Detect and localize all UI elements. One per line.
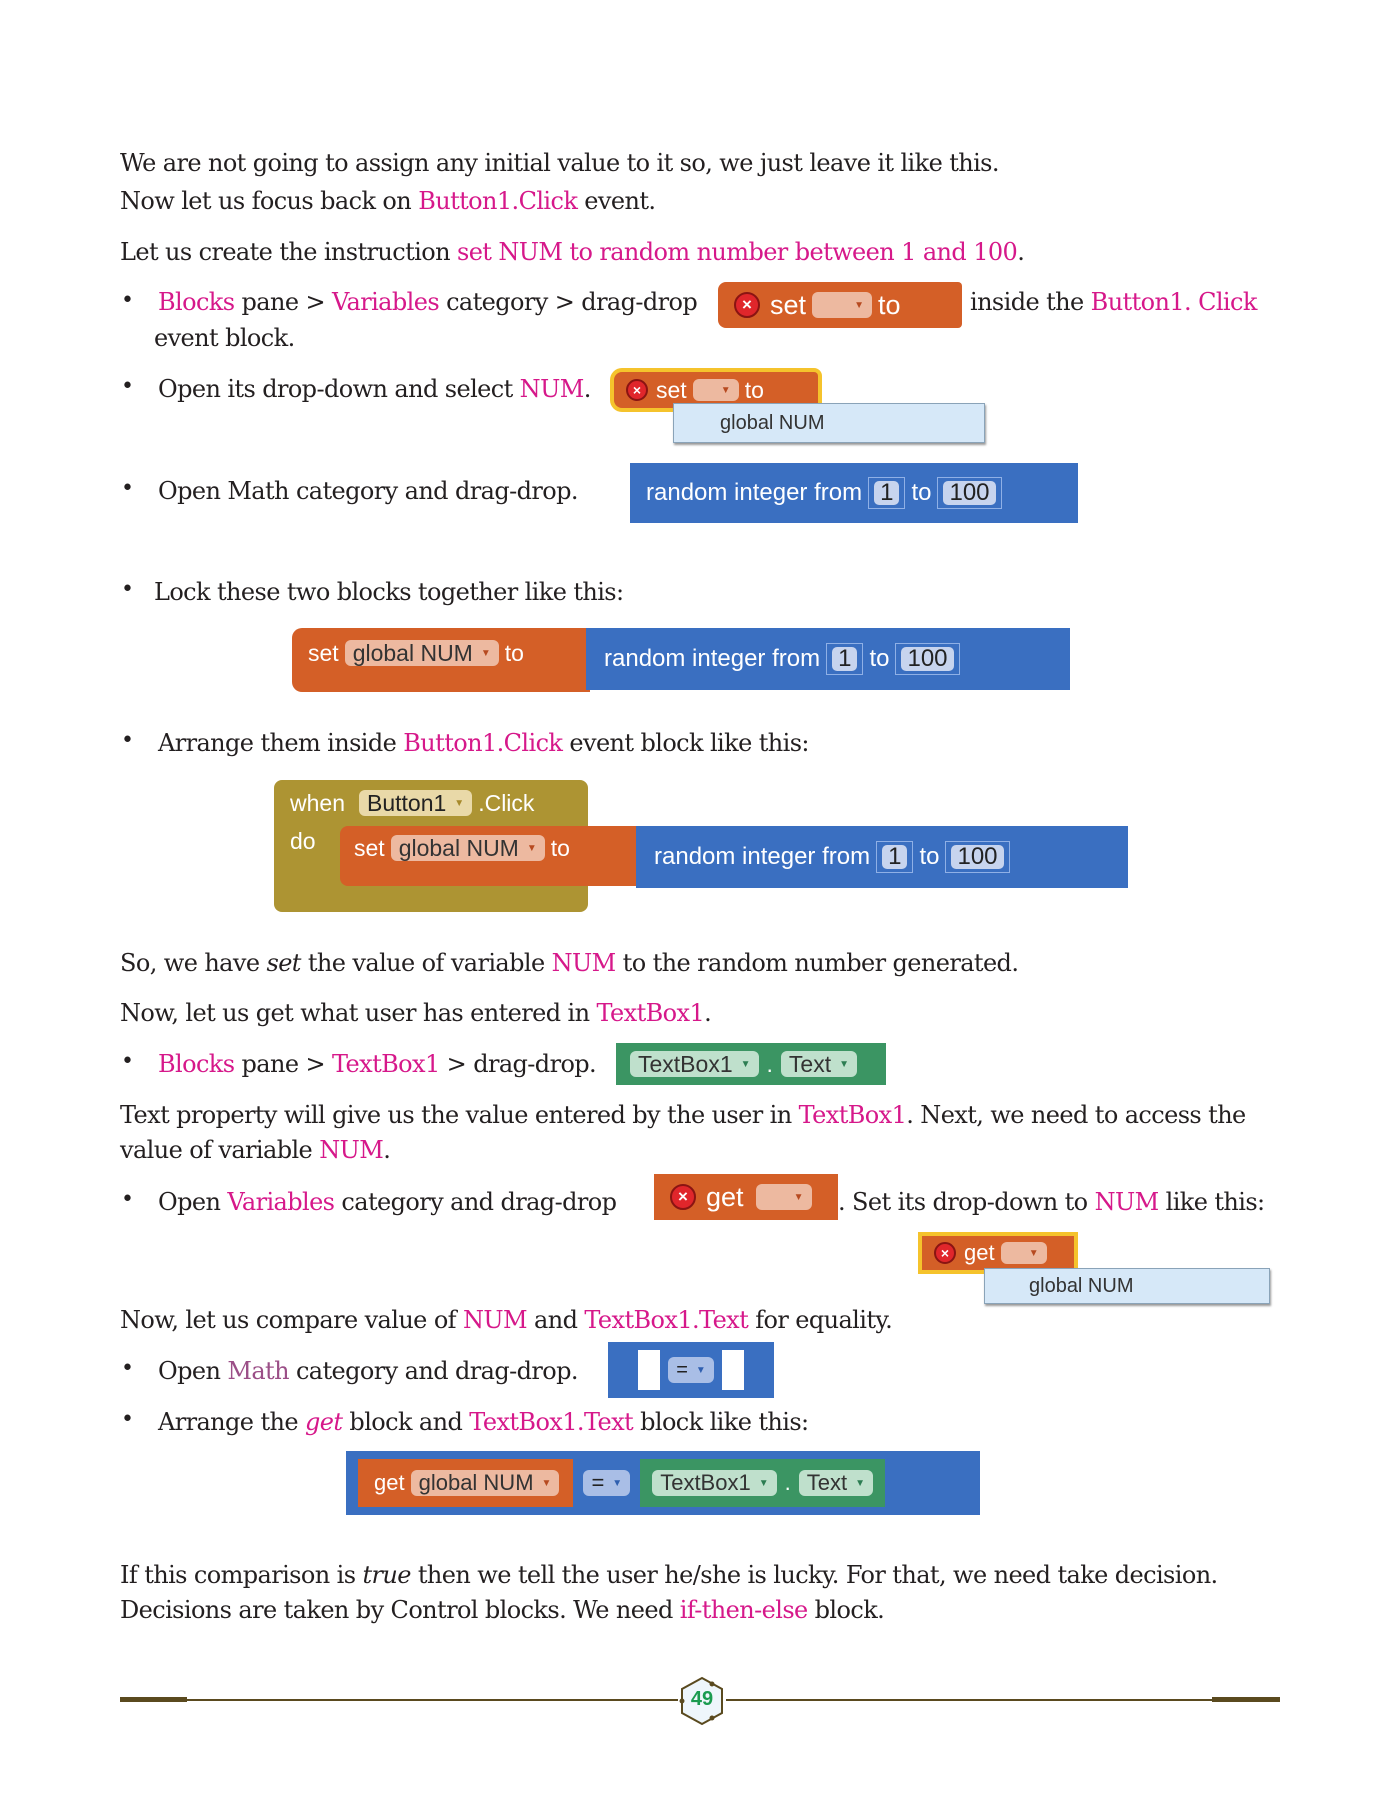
text: Open its drop-down and select bbox=[158, 375, 520, 403]
paragraph-decision bbox=[120, 1560, 1218, 1590]
text: Now let us focus back on bbox=[120, 187, 419, 215]
highlight-blocks: Blocks bbox=[158, 288, 235, 316]
right-socket bbox=[722, 1350, 744, 1390]
textbox1-text-block[interactable] bbox=[640, 1459, 885, 1507]
text: and bbox=[527, 1306, 585, 1334]
highlight-num: NUM bbox=[462, 1306, 527, 1334]
menu-item-global-num[interactable]: global NUM bbox=[720, 411, 825, 434]
to-slot[interactable] bbox=[895, 643, 959, 675]
paragraph-set-done bbox=[120, 948, 1018, 978]
variable-name: global NUM bbox=[418, 1470, 534, 1495]
operator-dropdown[interactable] bbox=[583, 1470, 630, 1496]
menu-item-global-num[interactable]: global NUM bbox=[1029, 1274, 1134, 1297]
compare-full-block[interactable] bbox=[346, 1451, 980, 1515]
variable-dropdown[interactable] bbox=[693, 379, 739, 401]
set-global-num-block[interactable] bbox=[340, 826, 640, 886]
text: category > drag-drop bbox=[439, 288, 698, 316]
to-label: to bbox=[504, 639, 524, 666]
bullet-variables-step bbox=[158, 287, 697, 317]
emphasis-true: true bbox=[362, 1561, 411, 1589]
highlight-textbox1: TextBox1 bbox=[798, 1101, 907, 1129]
from-slot[interactable] bbox=[826, 643, 863, 675]
dropdown-menu bbox=[984, 1268, 1270, 1304]
component-name: Button1 bbox=[366, 789, 447, 816]
operator: = bbox=[676, 1358, 688, 1381]
bullet-get-step-cont bbox=[838, 1187, 1265, 1217]
get-global-num-block[interactable] bbox=[358, 1459, 573, 1507]
highlight-num: NUM bbox=[319, 1136, 384, 1164]
to-label: to bbox=[919, 843, 940, 870]
text: block and bbox=[342, 1408, 470, 1436]
text: event block. bbox=[154, 324, 295, 352]
get-label: get bbox=[706, 1181, 744, 1212]
get-variable-block[interactable] bbox=[654, 1174, 838, 1220]
text: event block like this: bbox=[562, 729, 809, 757]
highlight-instruction: set NUM to random number between 1 and 100 bbox=[456, 238, 1018, 266]
to-label: to bbox=[878, 289, 901, 320]
text: Let us create the instruction bbox=[120, 238, 457, 266]
bullet-icon: • bbox=[121, 1049, 134, 1074]
property-dropdown[interactable] bbox=[781, 1051, 857, 1077]
text: . bbox=[383, 1136, 391, 1164]
bullet-math-compare-step bbox=[158, 1356, 578, 1386]
text: . Next, we need to access the bbox=[906, 1101, 1246, 1129]
operator-dropdown[interactable] bbox=[668, 1357, 714, 1383]
bullet-arrange-compare-step bbox=[158, 1407, 809, 1437]
highlight-button1-click: Button1.Click bbox=[418, 187, 578, 215]
event-name: .Click bbox=[478, 789, 535, 816]
bullet-textbox-step bbox=[158, 1049, 596, 1079]
chevron-down-icon: ▼ bbox=[454, 797, 465, 809]
chevron-down-icon: ▼ bbox=[612, 1477, 623, 1489]
text: value of variable bbox=[120, 1136, 320, 1164]
from-value[interactable]: 1 bbox=[882, 845, 907, 869]
to-slot[interactable] bbox=[945, 841, 1009, 873]
variable-dropdown[interactable] bbox=[391, 835, 545, 861]
text: then we tell the user he/she is lucky. For that, we need take decision. bbox=[410, 1561, 1218, 1589]
from-slot[interactable] bbox=[876, 841, 913, 873]
bullet-math-step bbox=[158, 476, 578, 506]
to-label: to bbox=[744, 376, 764, 403]
to-slot[interactable] bbox=[937, 477, 1001, 509]
left-socket bbox=[638, 1350, 660, 1390]
bullet-variables-step-cont bbox=[970, 287, 1257, 317]
component-dropdown[interactable] bbox=[630, 1051, 759, 1077]
variable-dropdown[interactable] bbox=[1001, 1242, 1047, 1264]
random-label: random integer from bbox=[646, 479, 863, 506]
paragraph-decision-cont bbox=[120, 1595, 884, 1625]
chevron-down-icon: ▼ bbox=[740, 1058, 751, 1070]
bullet-icon: • bbox=[121, 1407, 134, 1432]
chevron-down-icon: ▼ bbox=[695, 1364, 706, 1376]
text: So, we have bbox=[120, 949, 267, 977]
highlight-math: Math bbox=[227, 1357, 289, 1385]
footer-rule-left-accent bbox=[120, 1697, 187, 1702]
random-integer-block[interactable] bbox=[586, 628, 1070, 690]
random-integer-block[interactable] bbox=[636, 826, 1128, 888]
to-value[interactable]: 100 bbox=[943, 481, 995, 505]
text: Decisions are taken by Control blocks. We need bbox=[120, 1596, 680, 1624]
chevron-down-icon: ▼ bbox=[839, 1058, 849, 1070]
text: Arrange the bbox=[158, 1408, 305, 1436]
component-name: TextBox1 bbox=[660, 1470, 751, 1495]
text: block like this: bbox=[633, 1408, 809, 1436]
text: block. bbox=[807, 1596, 885, 1624]
to-label: to bbox=[911, 479, 932, 506]
operator: = bbox=[591, 1470, 605, 1495]
bullet-icon: • bbox=[121, 1187, 134, 1212]
text: inside the bbox=[970, 288, 1091, 316]
paragraph-compare bbox=[120, 1305, 892, 1335]
bullet-icon: • bbox=[121, 728, 134, 753]
to-label: to bbox=[550, 834, 570, 861]
text: If this comparison is bbox=[120, 1561, 363, 1589]
page-number: 49 bbox=[690, 1688, 714, 1710]
variable-name: global NUM bbox=[398, 834, 519, 861]
error-icon: × bbox=[670, 1184, 696, 1210]
error-icon: × bbox=[934, 1242, 956, 1264]
bullet-get-step bbox=[158, 1187, 616, 1217]
to-value[interactable]: 100 bbox=[951, 845, 1003, 869]
event-header bbox=[290, 788, 534, 818]
set-global-num-block[interactable] bbox=[292, 628, 590, 692]
bullet-icon: • bbox=[121, 374, 134, 399]
highlight-textbox1-text: TextBox1.Text bbox=[584, 1306, 749, 1334]
bullet-lock-step bbox=[154, 577, 624, 607]
chevron-down-icon: ▼ bbox=[1028, 1247, 1039, 1259]
emphasis-set: set bbox=[266, 949, 301, 977]
random-integer-block[interactable] bbox=[630, 463, 1078, 523]
compare-block[interactable] bbox=[608, 1342, 774, 1398]
variable-dropdown[interactable] bbox=[411, 1470, 560, 1496]
component-dropdown[interactable] bbox=[652, 1470, 776, 1496]
footer-rule-right bbox=[726, 1699, 1212, 1701]
highlight-textbox1: TextBox1 bbox=[596, 999, 705, 1027]
bullet-arrange-step bbox=[158, 728, 809, 758]
random-label: random integer from bbox=[654, 843, 871, 870]
bullet-icon: • bbox=[121, 577, 134, 602]
chevron-down-icon: ▼ bbox=[758, 1477, 769, 1489]
text: Open bbox=[158, 1188, 228, 1216]
variable-dropdown[interactable] bbox=[345, 640, 499, 666]
property-dropdown[interactable] bbox=[799, 1470, 873, 1496]
text: pane > bbox=[234, 288, 332, 316]
paragraph-focus bbox=[120, 186, 655, 216]
chevron-down-icon: ▼ bbox=[720, 384, 731, 396]
paragraph-text-property bbox=[120, 1100, 1246, 1130]
dropdown-menu bbox=[673, 403, 985, 443]
text: for equality. bbox=[748, 1306, 893, 1334]
text: the value of variable bbox=[300, 949, 552, 977]
page-number-badge bbox=[678, 1675, 726, 1727]
text: like this: bbox=[1158, 1188, 1265, 1216]
dot-separator: . bbox=[784, 1470, 791, 1495]
bullet-icon: • bbox=[121, 288, 134, 313]
text: Now, let us get what user has entered in bbox=[120, 999, 597, 1027]
paragraph-get-input bbox=[120, 998, 711, 1028]
text: category and drag-drop. bbox=[288, 1357, 578, 1385]
highlight-blocks: Blocks bbox=[158, 1050, 235, 1078]
highlight-variables: Variables bbox=[332, 288, 440, 316]
highlight-num: NUM bbox=[1094, 1188, 1159, 1216]
text: event. bbox=[577, 187, 656, 215]
text: . Set its drop-down to bbox=[838, 1188, 1095, 1216]
from-value[interactable]: 1 bbox=[874, 481, 899, 505]
paragraph-text-property-cont bbox=[120, 1135, 390, 1165]
text: Open bbox=[158, 1357, 228, 1385]
text: > drag-drop. bbox=[439, 1050, 597, 1078]
bullet-icon: • bbox=[121, 476, 134, 501]
get-label: get bbox=[964, 1240, 995, 1265]
highlight-num: NUM bbox=[519, 375, 584, 403]
text: Text property will give us the value entered by the user in bbox=[120, 1101, 799, 1129]
variable-dropdown[interactable] bbox=[812, 292, 872, 318]
textbox1-text-block[interactable] bbox=[616, 1043, 886, 1085]
chevron-down-icon: ▼ bbox=[541, 1477, 552, 1489]
text: pane > bbox=[234, 1050, 332, 1078]
paragraph-intro bbox=[120, 148, 999, 178]
set-label: set bbox=[308, 639, 339, 666]
highlight-textbox1: TextBox1 bbox=[332, 1050, 440, 1078]
text: to the random number generated. bbox=[615, 949, 1019, 977]
text: . bbox=[583, 375, 591, 403]
footer-rule-left bbox=[187, 1699, 678, 1701]
chevron-down-icon: ▼ bbox=[855, 1477, 865, 1489]
highlight-get: get bbox=[304, 1408, 343, 1436]
chevron-down-icon: ▼ bbox=[526, 842, 537, 854]
set-label: set bbox=[770, 289, 807, 320]
error-icon: × bbox=[626, 379, 648, 401]
bullet-dropdown-step bbox=[158, 374, 591, 404]
chevron-down-icon: ▼ bbox=[793, 1191, 804, 1203]
text: . bbox=[704, 999, 712, 1027]
text: . bbox=[1017, 238, 1025, 266]
from-slot[interactable] bbox=[868, 477, 905, 509]
text: Arrange them inside bbox=[158, 729, 404, 757]
get-variable-block-selected[interactable] bbox=[922, 1236, 1074, 1270]
error-icon: × bbox=[734, 292, 760, 318]
variable-dropdown[interactable] bbox=[756, 1184, 812, 1210]
highlight-textbox1-text: TextBox1.Text bbox=[469, 1408, 634, 1436]
property-name: Text bbox=[788, 1050, 832, 1077]
set-label: set bbox=[354, 834, 385, 861]
get-label: get bbox=[374, 1470, 405, 1495]
property-name: Text bbox=[806, 1470, 848, 1495]
component-name: TextBox1 bbox=[638, 1050, 733, 1077]
bullet-icon: • bbox=[121, 1356, 134, 1381]
text: Open Math category and drag-drop. bbox=[158, 477, 578, 505]
chevron-down-icon: ▼ bbox=[480, 647, 491, 659]
chevron-down-icon: ▼ bbox=[854, 299, 865, 311]
highlight-num: NUM bbox=[551, 949, 616, 977]
highlight-button1-click: Button1.Click bbox=[403, 729, 563, 757]
text: We are not going to assign any initial value to it so, we just leave it like this. bbox=[120, 149, 999, 177]
to-label: to bbox=[869, 645, 890, 672]
text: Now, let us compare value of bbox=[120, 1306, 463, 1334]
dot-separator: . bbox=[766, 1050, 773, 1077]
bullet-variables-step-end bbox=[154, 323, 295, 353]
paragraph-instruction bbox=[120, 237, 1024, 267]
highlight-button1-click: Button1. Click bbox=[1090, 288, 1257, 316]
variable-name: global NUM bbox=[352, 639, 473, 666]
to-value[interactable]: 100 bbox=[901, 647, 953, 671]
highlight-variables: Variables bbox=[227, 1188, 335, 1216]
set-label: set bbox=[656, 376, 687, 403]
do-label: do bbox=[290, 828, 316, 854]
set-variable-block[interactable] bbox=[718, 282, 962, 328]
text: category and drag-drop bbox=[334, 1188, 617, 1216]
when-label: when bbox=[290, 789, 345, 816]
from-value[interactable]: 1 bbox=[832, 647, 857, 671]
random-label: random integer from bbox=[604, 645, 821, 672]
footer-rule-right-accent bbox=[1212, 1697, 1280, 1702]
highlight-if-then-else: if-then-else bbox=[679, 1596, 808, 1624]
text: Lock these two blocks together like this: bbox=[154, 578, 624, 606]
component-dropdown[interactable] bbox=[359, 790, 472, 816]
